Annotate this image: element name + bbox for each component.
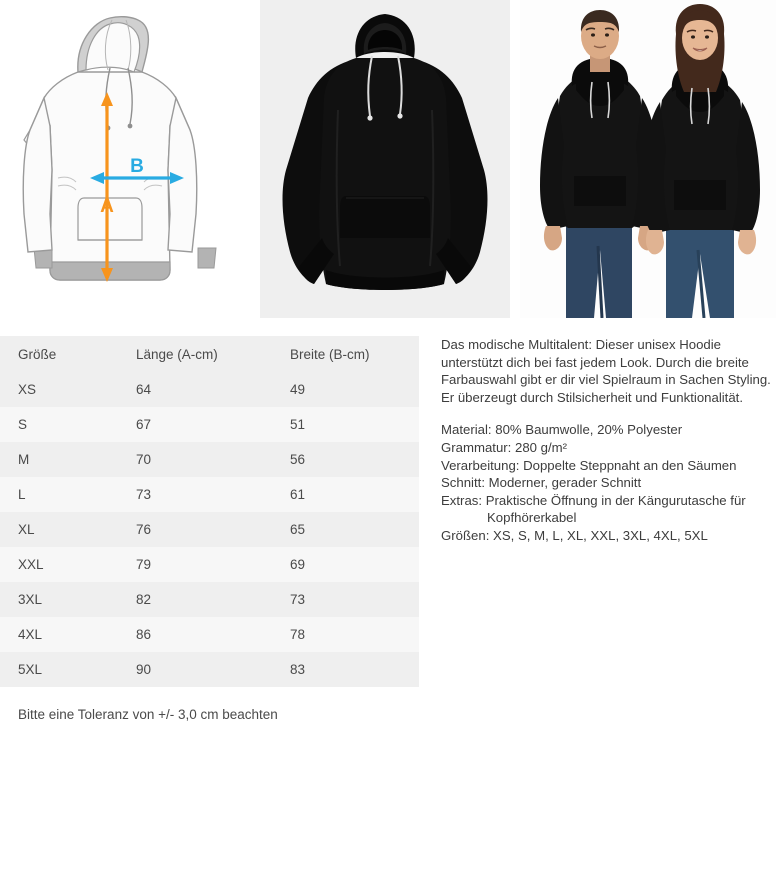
cell-length: 70 <box>122 442 276 477</box>
spec-material: Material: 80% Baumwolle, 20% Polyester <box>441 422 683 438</box>
cell-width: 56 <box>276 442 419 477</box>
cell-length: 76 <box>122 512 276 547</box>
cell-size: L <box>0 477 122 512</box>
column-header-width: Breite (B-cm) <box>276 336 419 372</box>
svg-text:B: B <box>130 156 144 177</box>
tolerance-note: Bitte eine Toleranz von +/- 3,0 cm beachten <box>18 707 278 722</box>
cell-size: XS <box>0 372 122 407</box>
cell-width: 69 <box>276 547 419 582</box>
spec-groessen: Größen: XS, S, M, L, XL, XXL, 3XL, 4XL, 5XL <box>441 527 708 543</box>
models-photo-panel <box>520 0 776 318</box>
cell-length: 82 <box>122 582 276 617</box>
cell-length: 86 <box>122 617 276 652</box>
cell-length: 90 <box>122 652 276 687</box>
size-table-wrapper <box>0 336 419 722</box>
spec-verarbeitung: Verarbeitung: Doppelte Steppnaht an den Säumen <box>441 457 737 473</box>
table-row <box>0 617 419 652</box>
cell-size: XXL <box>0 547 122 582</box>
cell-length: 64 <box>122 372 276 407</box>
column-header-size: Größe <box>0 336 122 372</box>
spec-extras: Extras: Praktische Öffnung in der Kängurutasche für <box>441 492 746 508</box>
svg-text:A: A <box>100 196 114 217</box>
cell-size: XL <box>0 512 122 547</box>
cell-size: S <box>0 407 122 442</box>
technical-drawing-panel <box>0 0 250 318</box>
cell-width: 65 <box>276 512 419 547</box>
product-description <box>419 336 777 722</box>
table-row <box>0 407 419 442</box>
table-header-row <box>0 336 419 372</box>
table-row <box>0 477 419 512</box>
details-section <box>0 336 777 722</box>
cell-length: 79 <box>122 547 276 582</box>
table-row <box>0 372 419 407</box>
spec-schnitt: Schnitt: Moderner, gerader Schnitt <box>441 475 642 491</box>
description-intro: Das modische Multitalent: Dieser unisex Hoodie unterstützt dich bei fast jedem Look. Durch die breite Farbauswahl gibt er dir viel Spielraum in Sachen Styling. Er überzeugt durch Stilsicherheit und Funktionalität. <box>441 337 771 405</box>
cell-size: 3XL <box>0 582 122 617</box>
cell-size: M <box>0 442 122 477</box>
cell-width: 73 <box>276 582 419 617</box>
product-image-row <box>0 0 777 318</box>
cell-size: 4XL <box>0 617 122 652</box>
cell-width: 83 <box>276 652 419 687</box>
product-photo-panel <box>260 0 510 318</box>
column-header-length: Länge (A-cm) <box>122 336 276 372</box>
table-row <box>0 652 419 687</box>
table-row <box>0 512 419 547</box>
cell-length: 67 <box>122 407 276 442</box>
cell-length: 73 <box>122 477 276 512</box>
table-row <box>0 582 419 617</box>
spec-grammatur: Grammatur: 280 g/m² <box>441 439 568 455</box>
size-table <box>0 336 419 687</box>
cell-width: 51 <box>276 407 419 442</box>
table-row <box>0 547 419 582</box>
cell-width: 61 <box>276 477 419 512</box>
cell-size: 5XL <box>0 652 122 687</box>
table-row <box>0 442 419 477</box>
cell-width: 49 <box>276 372 419 407</box>
spec-extras-continued: Kopfhörerkabel <box>487 510 577 526</box>
cell-width: 78 <box>276 617 419 652</box>
